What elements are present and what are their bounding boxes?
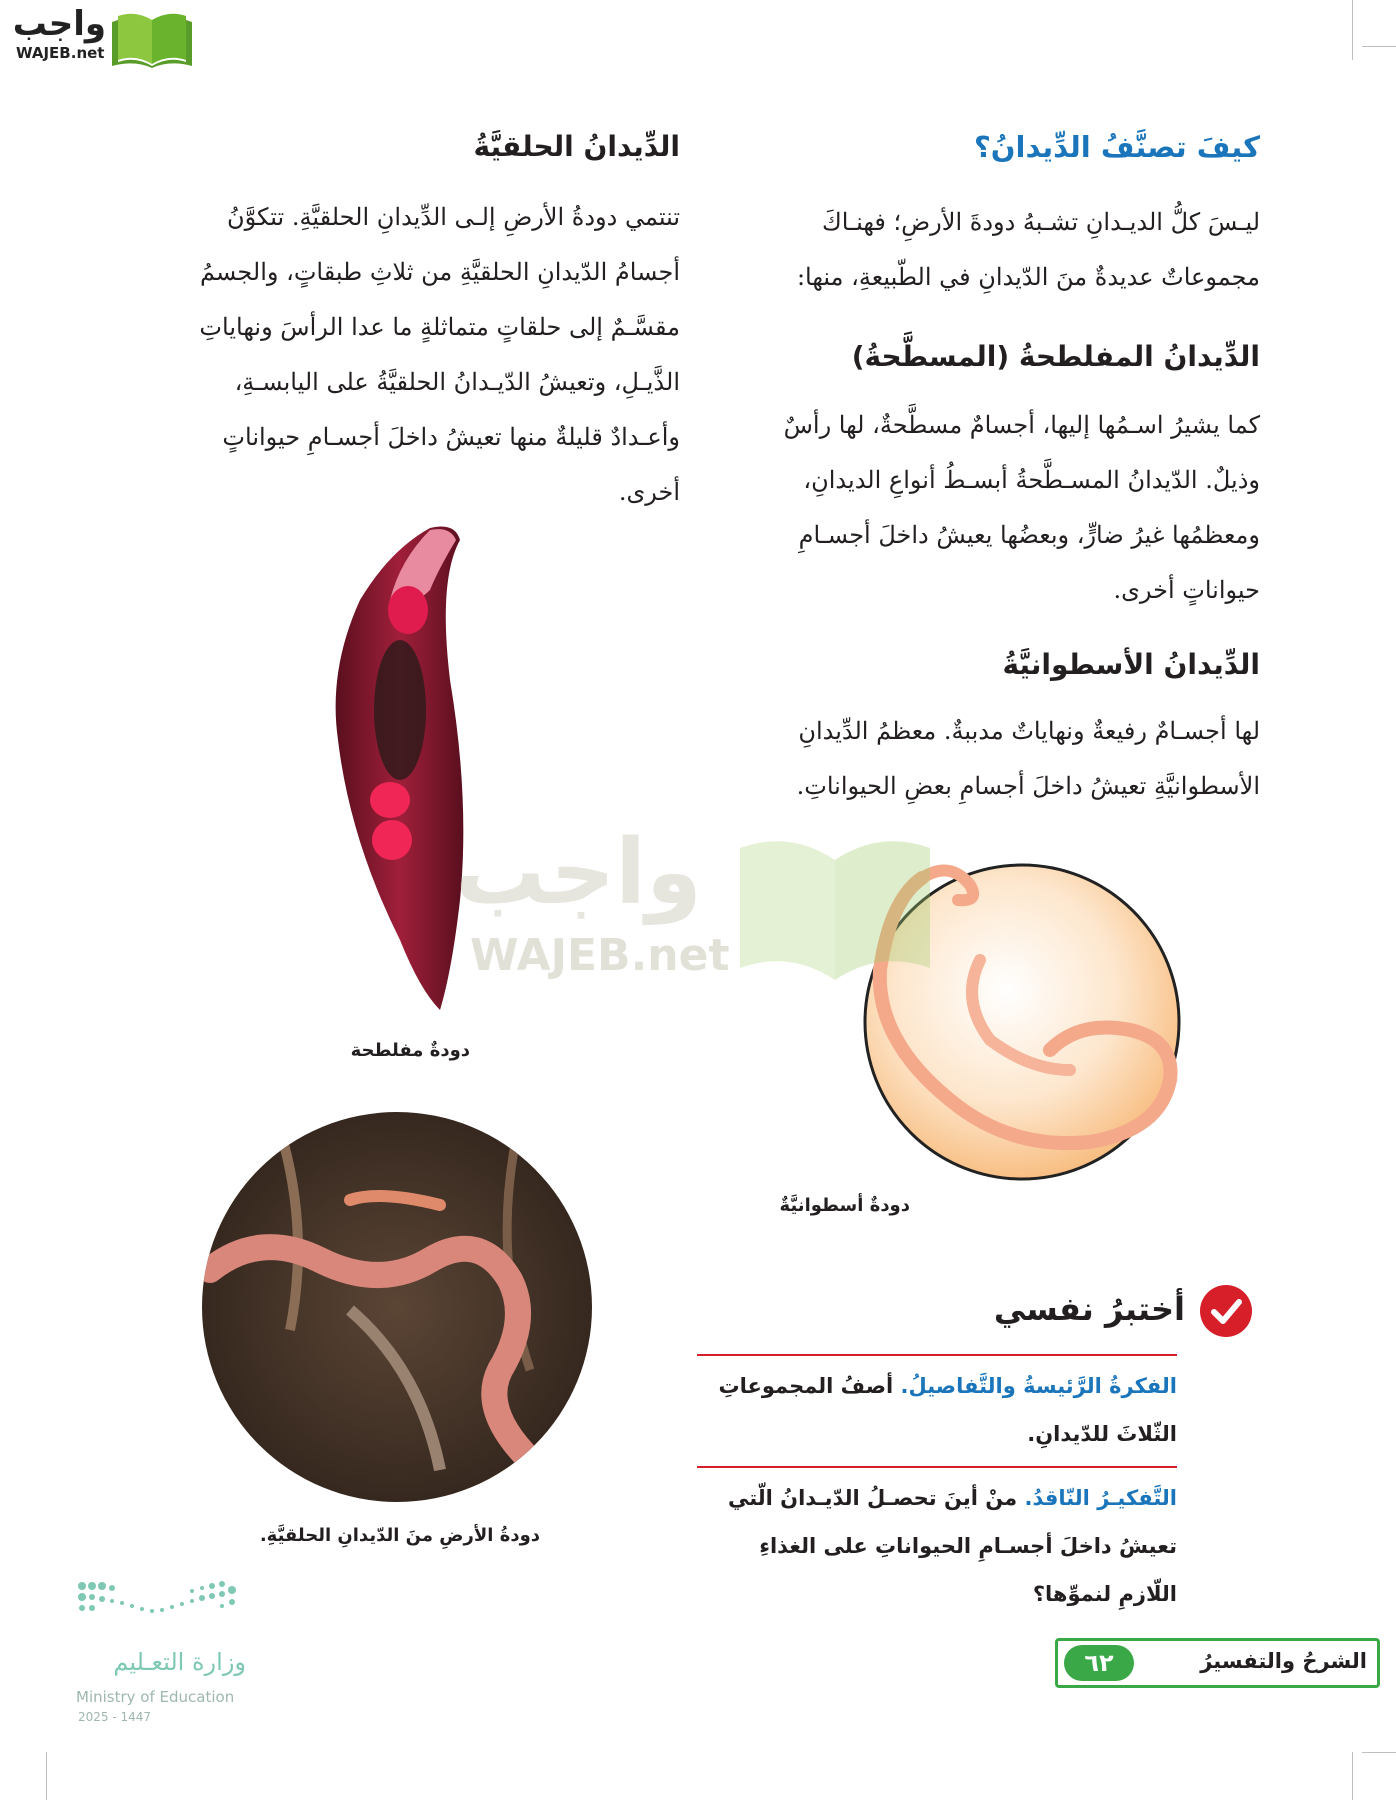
page-number: ٦٢ [1084, 1649, 1114, 1677]
flat-worms-paragraph [740, 398, 1260, 618]
crop-mark [1362, 1752, 1396, 1753]
text-line: تنتمي دودةُ الأرضِ إلـى الدِّيدانِ الحلقيَّةِ. تتكوَّنُ [227, 203, 680, 231]
footer-section-title: الشرحُ والتفسيرُ [1200, 1649, 1367, 1673]
checkmark-icon [1200, 1285, 1252, 1337]
logo-text-en: WAJEB.net [16, 44, 105, 62]
flatworm-caption: دودةٌ مفلطحة [350, 1040, 470, 1061]
crop-mark [1352, 0, 1353, 60]
quiz-question-1 [697, 1362, 1177, 1458]
crop-mark [1362, 46, 1396, 47]
earthworm-caption: دودةُ الأرضِ منَ الدّيدانِ الحلقيَّةِ. [259, 1525, 540, 1546]
question-text: منْ أينَ تحصـلُ الدّيـدانُ الّتي تعيشُ داخلَ أجسـامِ الحيواناتِ على الغذاءِ اللّازمِ لنموِّها؟ [727, 1486, 1177, 1606]
crop-mark [1352, 1752, 1353, 1800]
text-line: أجسامُ الدّيدانِ الحلقيَّةِ من ثلاثِ طبقاتٍ، والجسمُ [200, 258, 680, 286]
roundworm-caption: دودةٌ أسطوانيَّةٌ [779, 1195, 910, 1216]
text-line: حيواناتٍ أخرى. [1113, 576, 1260, 604]
intro-paragraph [740, 195, 1260, 305]
section-title: كيفَ تصنَّفُ الدِّيدانُ؟ [973, 130, 1260, 164]
text-line: الذَّيـلِ، وتعيشُ الدّيـدانُ الحلقيَّةُ على اليابسـةِ، [234, 368, 680, 396]
flatworm-image [320, 520, 480, 1015]
round-worms-heading: الدِّيدانُ الأسطوانيَّةُ [1002, 648, 1260, 681]
watermark-en: WAJEB.net [470, 930, 730, 981]
annelids-heading: الدِّيدانُ الحلقيَّةُ [473, 130, 680, 163]
ministry-name-en: Ministry of Education [76, 1688, 235, 1706]
text-line: الأسطوانيَّةِ تعيشُ داخلَ أجسامِ بعضِ الحيواناتِ. [796, 772, 1260, 800]
question-label: الفكرةُ الرَّئيسةُ والتَّفاصيلُ. [900, 1374, 1177, 1398]
logo-text-ar: واجب [12, 4, 106, 44]
ministry-name-ar: وزارة التعـليم [113, 1648, 246, 1676]
round-worms-paragraph [740, 704, 1260, 814]
annelids-paragraph [160, 190, 680, 520]
earthworm-image [200, 1110, 594, 1504]
text-line: أخرى. [618, 478, 680, 506]
ministry-emblem-icon [76, 1580, 246, 1626]
watermark-ar: واجب [455, 820, 702, 925]
ministry-year: 2025 - 1447 [78, 1710, 152, 1724]
flat-worms-heading: الدِّيدانُ المفلطحةُ (المسطَّحةُ) [851, 340, 1260, 373]
crop-mark [46, 1752, 47, 1800]
text-line: ومعظمُها غيرُ ضارٍّ، وبعضُها يعيشُ داخلَ أجسـامِ [798, 521, 1260, 549]
divider [697, 1466, 1177, 1468]
quiz-question-2 [697, 1474, 1177, 1618]
footer-section-box [1055, 1638, 1380, 1688]
text-line: مقسَّـمٌ إلى حلقاتٍ متماثلةٍ ما عدا الرأسَ ونهاياتِ [199, 313, 680, 341]
text-line: ليـسَ كلُّ الديـدانِ تشـبهُ دودةَ الأرضِ؛ فهنـاكَ [822, 208, 1260, 236]
wajeb-logo[interactable] [10, 4, 195, 64]
watermark-book-icon [720, 820, 950, 985]
text-line: وأعـدادٌ قليلةٌ منها تعيشُ داخلَ أجسـامِ حيواناتٍ [222, 423, 680, 451]
book-icon [110, 6, 195, 68]
question-text: أصفُ المجموعاتِ الثّلاثَ للدّيدانِ. [718, 1374, 1177, 1446]
question-label: التَّفكيـرُ النّاقدُ. [1024, 1486, 1177, 1510]
page-number-pill [1064, 1645, 1134, 1681]
divider [697, 1354, 1177, 1356]
quiz-title: أختبرُ نفسي [993, 1290, 1185, 1328]
text-line: لها أجسـامٌ رفيعةٌ ونهاياتٌ مدببةٌ. معظمُ الدِّيدانِ [798, 717, 1260, 745]
text-line: كما يشيرُ اسـمُها إليها، أجسامٌ مسطَّحةٌ، لها رأسٌ [783, 411, 1260, 439]
text-line: مجموعاتٌ عديدةٌ منَ الدّيدانِ في الطّبيعةِ، منها: [796, 263, 1260, 291]
text-line: وذيلٌ. الدّيدانُ المسـطَّحةُ أبسـطُ أنواعِ الديدانِ، [803, 466, 1260, 494]
